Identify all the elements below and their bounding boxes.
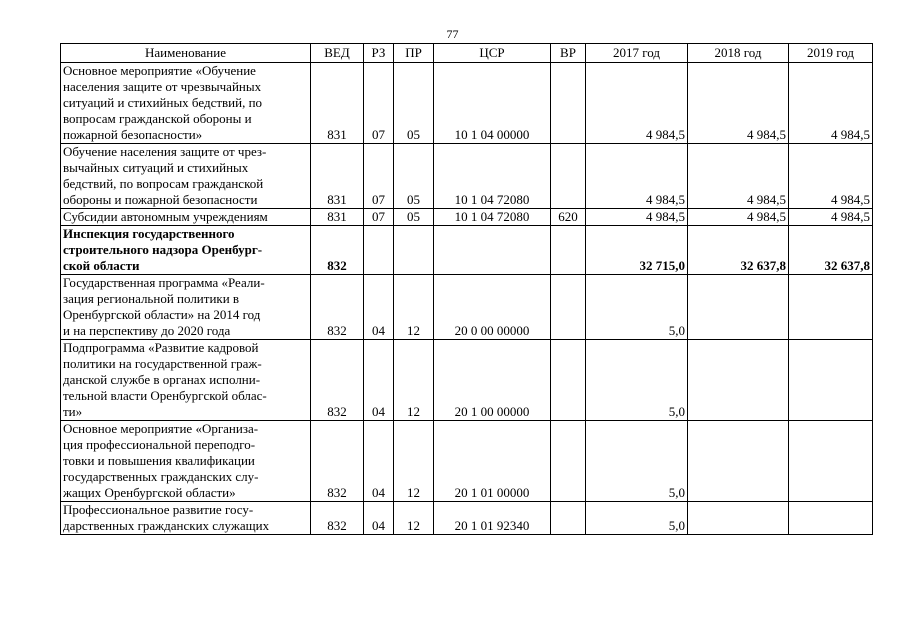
- cell-vr: [551, 421, 586, 502]
- cell-vr: [551, 144, 586, 209]
- row-name-line: политики на государственной граж-: [63, 356, 262, 371]
- cell-ved: 832: [311, 421, 364, 502]
- cell-pr: 12: [394, 502, 434, 535]
- row-name: [61, 63, 311, 144]
- table-row: [61, 226, 873, 275]
- cell-ved: 832: [311, 502, 364, 535]
- cell-2017: 4 984,5: [586, 144, 688, 209]
- header-2019: 2019 год: [789, 44, 873, 63]
- cell-csr: 20 1 01 00000: [434, 421, 551, 502]
- table-row: [61, 421, 873, 502]
- cell-vr: 620: [551, 209, 586, 226]
- table-row: [61, 63, 873, 144]
- row-name-line: ской области: [63, 258, 140, 273]
- row-name-line: Инспекция государственного: [63, 226, 235, 241]
- cell-2019: [789, 502, 873, 535]
- cell-pr: 05: [394, 209, 434, 226]
- cell-ved: 832: [311, 340, 364, 421]
- row-name-line: пожарной безопасности»: [63, 127, 203, 142]
- cell-ved: 832: [311, 226, 364, 275]
- cell-2017: 4 984,5: [586, 209, 688, 226]
- cell-rz: 04: [364, 502, 394, 535]
- cell-vr: [551, 226, 586, 275]
- cell-rz: 07: [364, 144, 394, 209]
- cell-pr: 05: [394, 63, 434, 144]
- cell-2018: 4 984,5: [688, 63, 789, 144]
- header-pr: ПР: [394, 44, 434, 63]
- cell-2019: 4 984,5: [789, 144, 873, 209]
- cell-vr: [551, 340, 586, 421]
- table-row: [61, 502, 873, 535]
- row-name: [61, 275, 311, 340]
- row-name: [61, 209, 311, 226]
- cell-csr: 10 1 04 00000: [434, 63, 551, 144]
- cell-rz: 07: [364, 63, 394, 144]
- cell-vr: [551, 502, 586, 535]
- row-name-line: Оренбургской области» на 2014 год: [63, 307, 261, 322]
- row-name-line: данской службе в органах исполни-: [63, 372, 261, 387]
- row-name-line: зация региональной политики в: [63, 291, 240, 306]
- cell-rz: [364, 226, 394, 275]
- cell-2018: [688, 502, 789, 535]
- cell-rz: 07: [364, 209, 394, 226]
- cell-2018: 4 984,5: [688, 144, 789, 209]
- cell-pr: 12: [394, 340, 434, 421]
- cell-ved: 831: [311, 209, 364, 226]
- cell-2019: [789, 421, 873, 502]
- row-name-line: дарственных гражданских служащих: [63, 518, 270, 533]
- cell-pr: 12: [394, 421, 434, 502]
- cell-pr: [394, 226, 434, 275]
- header-vr: ВР: [551, 44, 586, 63]
- header-ved: ВЕД: [311, 44, 364, 63]
- cell-2017: 5,0: [586, 421, 688, 502]
- cell-2018: 32 637,8: [688, 226, 789, 275]
- row-name-line: Основное мероприятие «Обучение: [63, 63, 256, 78]
- cell-2017: 5,0: [586, 340, 688, 421]
- row-name-line: и на перспективу до 2020 года: [63, 323, 231, 338]
- row-name-line: бедствий, по вопросам гражданской: [63, 176, 264, 191]
- header-2018: 2018 год: [688, 44, 789, 63]
- row-name-line: товки и повышения квалификации: [63, 453, 255, 468]
- budget-table: [60, 43, 873, 535]
- cell-2019: [789, 275, 873, 340]
- row-name-line: Государственная программа «Реали-: [63, 275, 265, 290]
- row-name-line: населения защите от чрезвычайных: [63, 79, 262, 94]
- row-name-line: ция профессиональной переподго-: [63, 437, 256, 452]
- row-name: [61, 226, 311, 275]
- cell-2019: 4 984,5: [789, 63, 873, 144]
- cell-2018: [688, 340, 789, 421]
- row-name-line: жащих Оренбургской области»: [63, 485, 236, 500]
- row-name: [61, 421, 311, 502]
- cell-rz: 04: [364, 421, 394, 502]
- cell-vr: [551, 275, 586, 340]
- cell-ved: 832: [311, 275, 364, 340]
- cell-2018: [688, 275, 789, 340]
- cell-vr: [551, 63, 586, 144]
- cell-2019: 4 984,5: [789, 209, 873, 226]
- header-name: Наименование: [61, 44, 311, 63]
- cell-2018: [688, 421, 789, 502]
- cell-2019: [789, 340, 873, 421]
- cell-rz: 04: [364, 340, 394, 421]
- table-row: [61, 144, 873, 209]
- cell-rz: 04: [364, 275, 394, 340]
- cell-csr: 20 1 00 00000: [434, 340, 551, 421]
- row-name-line: тельной власти Оренбургской облас-: [63, 388, 267, 403]
- row-name-line: Основное мероприятие «Организа-: [63, 421, 259, 436]
- cell-2017: 5,0: [586, 502, 688, 535]
- row-name-line: Профессиональное развитие госу-: [63, 502, 254, 517]
- row-name-line: государственных гражданских слу-: [63, 469, 259, 484]
- cell-2017: 5,0: [586, 275, 688, 340]
- row-name: [61, 340, 311, 421]
- row-name: [61, 144, 311, 209]
- cell-csr: 20 1 01 92340: [434, 502, 551, 535]
- cell-csr: 10 1 04 72080: [434, 209, 551, 226]
- cell-csr: 20 0 00 00000: [434, 275, 551, 340]
- row-name-line: Обучение населения защите от чрез-: [63, 144, 267, 159]
- cell-2017: 32 715,0: [586, 226, 688, 275]
- cell-csr: 10 1 04 72080: [434, 144, 551, 209]
- row-name-line: строительного надзора Оренбург-: [63, 242, 263, 257]
- cell-2019: 32 637,8: [789, 226, 873, 275]
- row-name-line: вычайных ситуаций и стихийных: [63, 160, 249, 175]
- cell-ved: 831: [311, 63, 364, 144]
- page-number: 77: [446, 27, 459, 41]
- row-name-line: Подпрограмма «Развитие кадровой: [63, 340, 259, 355]
- row-name-line: Субсидии автономным учреждениям: [63, 209, 268, 224]
- row-name-line: ти»: [63, 404, 83, 419]
- table-row: [61, 275, 873, 340]
- cell-2018: 4 984,5: [688, 209, 789, 226]
- cell-ved: 831: [311, 144, 364, 209]
- table-header-row: [61, 44, 873, 63]
- row-name-line: ситуаций и стихийных бедствий, по: [63, 95, 263, 110]
- cell-2017: 4 984,5: [586, 63, 688, 144]
- header-csr: ЦСР: [434, 44, 551, 63]
- row-name-line: обороны и пожарной безопасности: [63, 192, 258, 207]
- table-row: [61, 340, 873, 421]
- row-name: [61, 502, 311, 535]
- table-row: [61, 209, 873, 226]
- cell-pr: 05: [394, 144, 434, 209]
- cell-pr: 12: [394, 275, 434, 340]
- header-rz: РЗ: [364, 44, 394, 63]
- header-2017: 2017 год: [586, 44, 688, 63]
- row-name-line: вопросам гражданской обороны и: [63, 111, 252, 126]
- cell-csr: [434, 226, 551, 275]
